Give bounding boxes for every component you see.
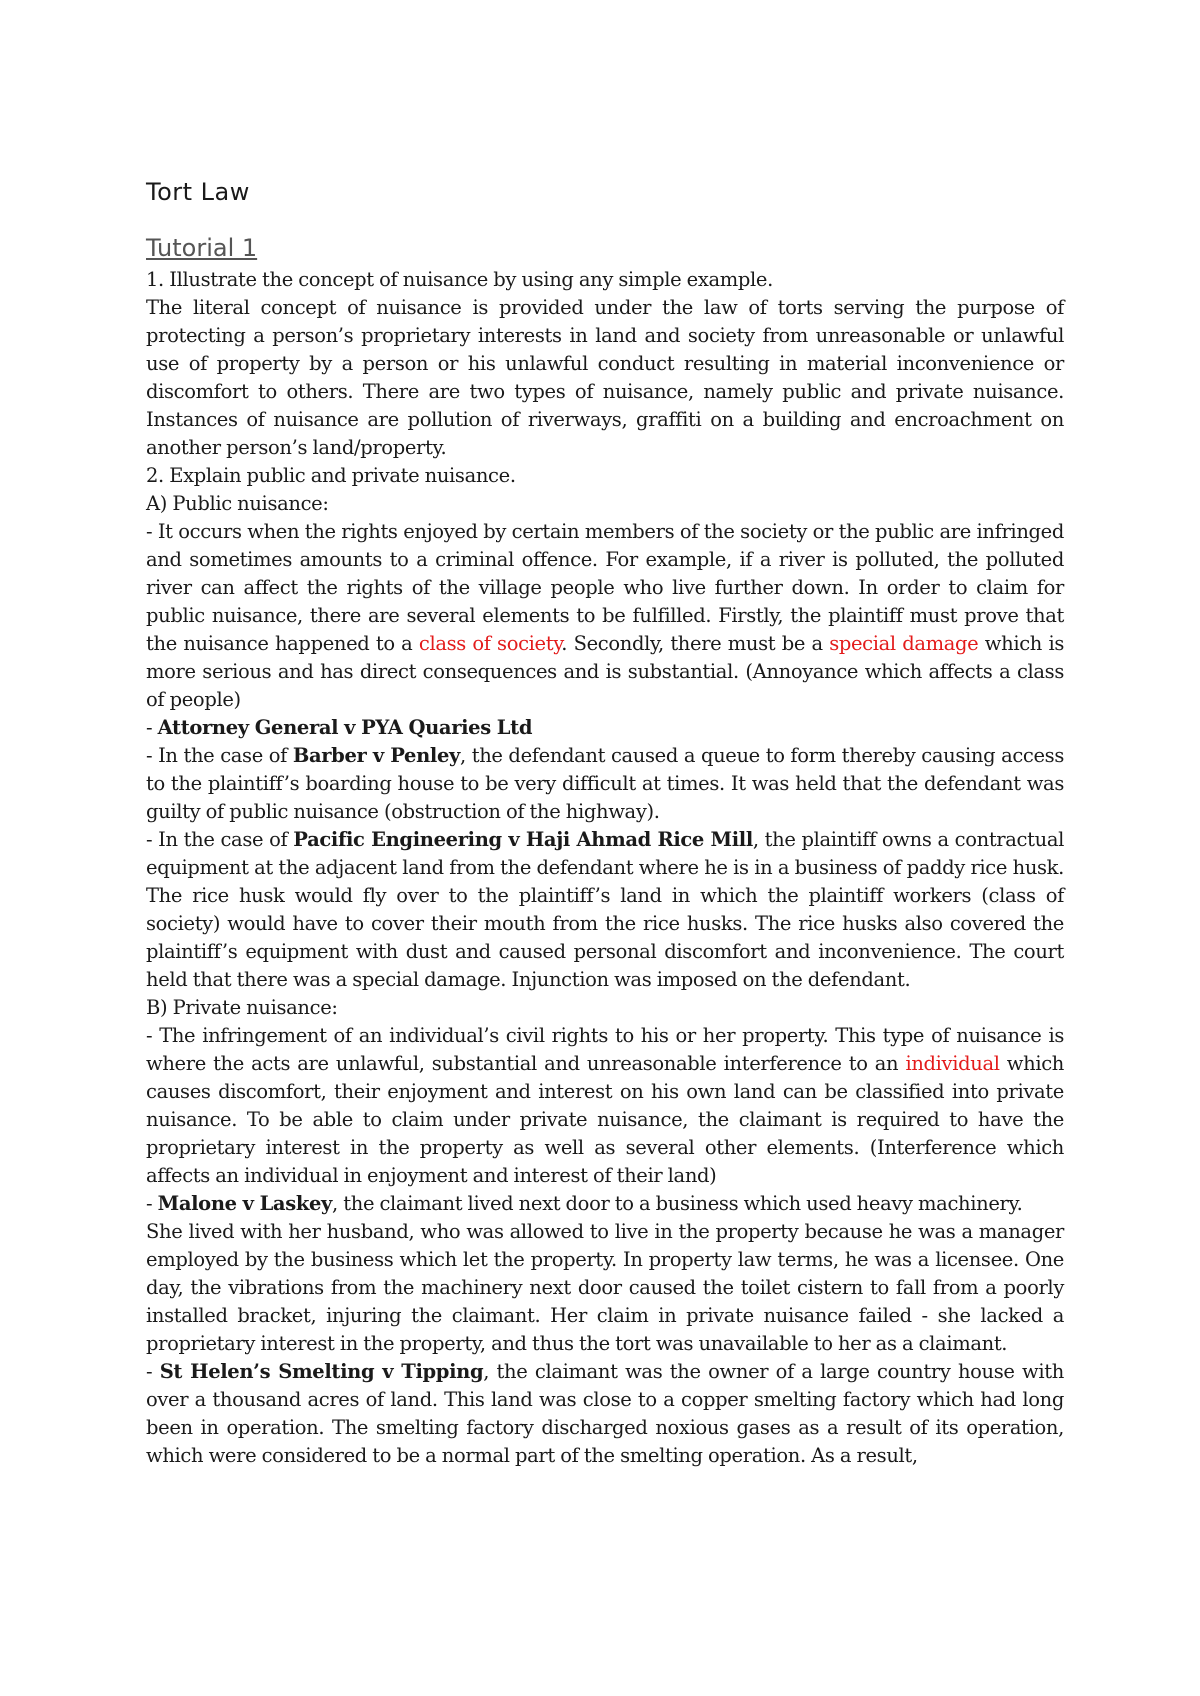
public-nuisance-heading: A) Public nuisance: [146, 492, 329, 515]
case-attorney-general [146, 714, 1064, 742]
document-content [146, 178, 1064, 1470]
highlight-class-of-society: class of society [418, 632, 562, 655]
document-title: Tort Law [146, 178, 250, 206]
highlight-individual: individual [905, 1052, 1000, 1075]
case-barber-v-penley [146, 742, 1064, 826]
answer-1-paragraph: The literal concept of nuisance is provided under the law of torts serving the purpose of protecting a person’s proprietary interests in land and society from unreasonable or unlawful use of property by a person or his unlawful conduct resulting in material inconvenience or discomfort to others. There are two types of nuisance, namely public and private nuisance. Instances of nuisance are pollution of riverways, graffiti on a building and encroachment on another person’s land/property. [146, 296, 1064, 459]
case-name: Attorney General v PYA Quaries Ltd [157, 716, 533, 739]
case-st-helens-smelting [146, 1358, 1064, 1470]
case-prefix: - [146, 716, 158, 739]
text-run: which is more serious and has direct consequences and is substantial. (Annoyance which affects a class of people) [146, 632, 1064, 711]
case-text: , the claimant lived next door to a business which used heavy machinery. [332, 1192, 1023, 1215]
case-name: St Helen’s Smelting v Tipping [159, 1360, 484, 1383]
case-malone-continuation: She lived with her husband, who was allowed to live in the property because he was a manager employed by the business which let the property. In property law terms, he was a licensee. One day, the vibrations from the machinery next door caused the toilet cistern to fall from a poorly installed bracket, injuring the claimant. Her claim in private nuisance failed - she lacked a proprietary interest in the property, and thus the tort was unavailable to her as a claimant. [146, 1220, 1064, 1355]
case-name: Barber v Penley [292, 744, 461, 767]
case-prefix: - In the case of [146, 828, 294, 851]
case-text: , the defendant caused a queue to form thereby causing access to the plaintiff’s boarding house to be very difficult at times. It was held that the defendant was guilty of public nuisance (obstruction of the highway). [146, 744, 1065, 823]
case-prefix: - [146, 1192, 158, 1215]
tutorial-heading: Tutorial 1 [146, 234, 258, 262]
question-2: 2. Explain public and private nuisance. [146, 464, 516, 487]
text-run: - It occurs when the rights enjoyed by certain members of the society or the public are infringed and sometimes amounts to a criminal offence. For example, if a river is polluted, the polluted river can affect the rights of the village people who live further down. In order to claim for public nuisance, there are several elements to be fulfilled. Firstly, the plaintiff must prove that the nuisance happened to a [146, 520, 1064, 655]
case-name: Malone v Laskey [157, 1192, 333, 1215]
document-body [146, 266, 1064, 1470]
case-prefix: - In the case of [146, 744, 293, 767]
highlight-special-damage: special damage [829, 632, 979, 655]
question-1: 1. Illustrate the concept of nuisance by using any simple example. [146, 268, 773, 291]
private-nuisance-heading: B) Private nuisance: [146, 996, 338, 1019]
case-prefix: - [146, 1360, 160, 1383]
private-nuisance-paragraph [146, 1022, 1064, 1190]
public-nuisance-paragraph [146, 518, 1064, 714]
case-malone-v-laskey [146, 1190, 1064, 1218]
case-text: , the plaintiff owns a contractual equipment at the adjacent land from the defendant where he is in a business of paddy rice husk. The rice husk would fly over to the plaintiff’s land in which the plaintiff workers (class of society) would have to cover their mouth from the rice husks. The rice husks also covered the plaintiff’s equipment with dust and caused personal discomfort and inconvenience. The court held that there was a special damage. Injunction was imposed on the defendant. [146, 828, 1064, 991]
case-text: , the claimant was the owner of a large country house with over a thousand acres of land. This land was close to a copper smelting factory which had long been in operation. The smelting factory discharged noxious gases as a result of its operation, which were considered to be a normal part of the smelting operation. As a result, [146, 1360, 1064, 1467]
text-run: which causes discomfort, their enjoyment and interest on his own land can be classified into private nuisance. To be able to claim under private nuisance, the claimant is required to have the proprietary interest in the property as well as several other elements. (Interference which affects an individual in enjoyment and interest of their land) [146, 1052, 1064, 1187]
case-pacific-engineering [146, 826, 1064, 994]
text-run: - The infringement of an individual’s civil rights to his or her property. This type of nuisance is where the acts are unlawful, substantial and unreasonable interference to an [146, 1024, 1064, 1075]
text-run: . Secondly, there must be a [561, 632, 830, 655]
case-name: Pacific Engineering v Haji Ahmad Rice Mill [293, 828, 753, 851]
